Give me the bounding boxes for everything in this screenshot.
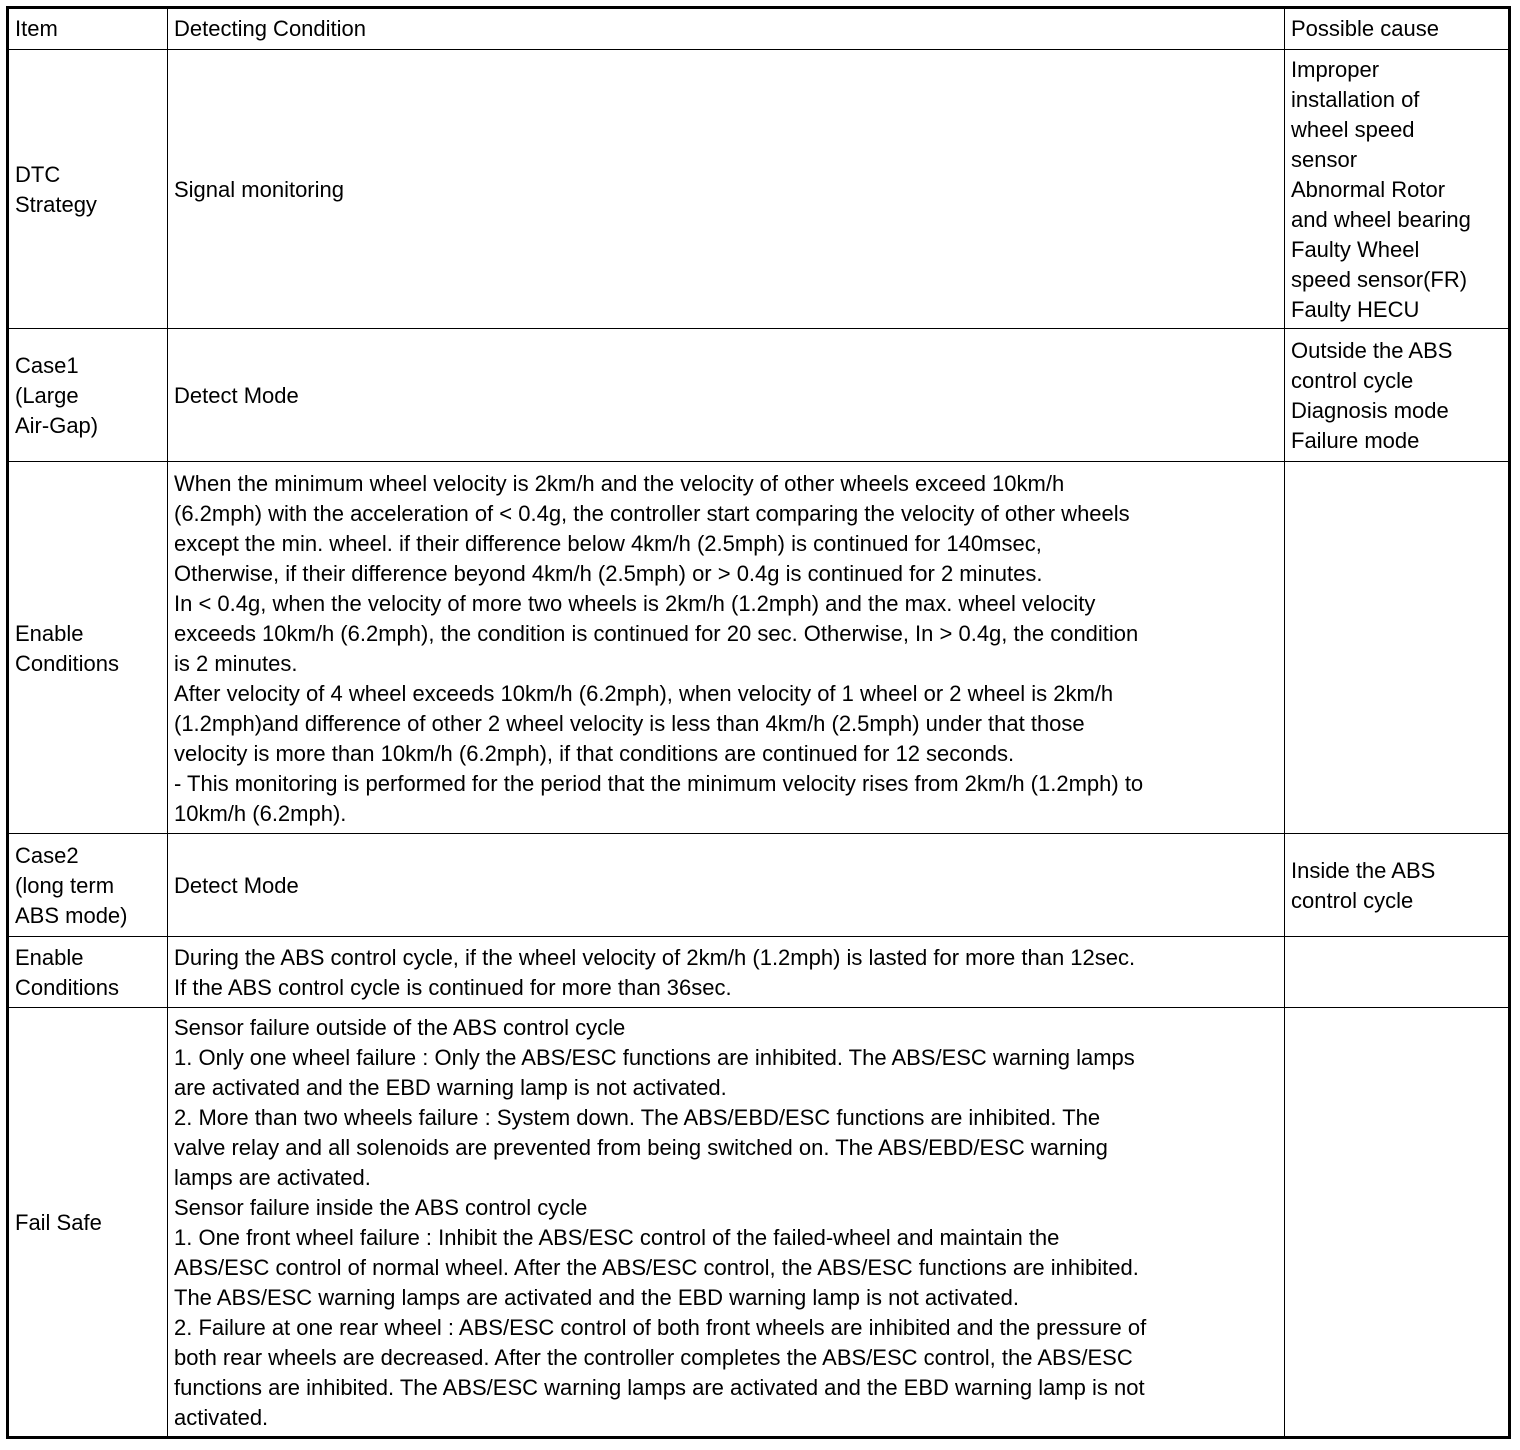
item-cell [8, 50, 168, 329]
item-line: Fail Safe [15, 1210, 102, 1235]
condition-line: is 2 minutes. [174, 650, 298, 676]
header-detecting-condition: Detecting Condition [168, 8, 1285, 50]
table-header-row [8, 8, 1510, 50]
item-line: Air-Gap) [15, 413, 99, 438]
condition-line: During the ABS control cycle, if the wheel velocity of 2km/h (1.2mph) is lasted for more than 12sec. [174, 945, 1136, 970]
cause-line: Outside the ABS [1291, 338, 1453, 363]
condition-line: Sensor failure outside of the ABS control cycle [174, 1015, 626, 1040]
cause-line: control cycle [1291, 368, 1414, 393]
item-cell [8, 937, 168, 1008]
condition-line: 2. Failure at one rear wheel : ABS/ESC control of both front wheels are inhibited and the pressure of [174, 1315, 1147, 1340]
condition-line: valve relay and all solenoids are prevented from being switched on. The ABS/EBD/ESC warning [174, 1135, 1108, 1160]
cause-line: control cycle [1291, 888, 1414, 913]
condition-line: except the min. wheel. if their difference below 4km/h (2.5mph) is continued for 140msec, [174, 530, 1042, 556]
condition-cell [168, 329, 1285, 462]
cause-line: Abnormal Rotor [1291, 177, 1446, 202]
condition-line: exceeds 10km/h (6.2mph), the condition is continued for 20 sec. Otherwise, In > 0.4g, the condition [174, 620, 1139, 646]
condition-line: lamps are activated. [174, 1165, 371, 1190]
cause-line: Diagnosis mode [1291, 398, 1449, 423]
condition-line: Detect Mode [174, 383, 299, 408]
cause-cell [1285, 329, 1510, 462]
condition-line: If the ABS control cycle is continued for more than 36sec. [174, 975, 732, 1000]
dtc-detection-table [6, 6, 1511, 1439]
cause-line: wheel speed [1291, 117, 1415, 142]
item-line: Conditions [15, 975, 119, 1000]
cause-line: Failure mode [1291, 428, 1420, 453]
table-row-case2 [8, 834, 1510, 937]
cause-cell [1285, 50, 1510, 329]
condition-cell [168, 462, 1285, 834]
condition-line: The ABS/ESC warning lamps are activated and the EBD warning lamp is not activated. [174, 1285, 1019, 1310]
cause-line: Faulty HECU [1291, 297, 1420, 322]
item-cell [8, 1008, 168, 1438]
table-row-fail-safe [8, 1008, 1510, 1438]
cause-cell [1285, 937, 1510, 1008]
condition-line: functions are inhibited. The ABS/ESC warning lamps are activated and the EBD warning lamp is not [174, 1375, 1145, 1400]
condition-line: 2. More than two wheels failure : System down. The ABS/EBD/ESC functions are inhibited. The [174, 1105, 1101, 1130]
item-line: Case2 [15, 843, 79, 868]
table-row-case1 [8, 329, 1510, 462]
cause-line: Inside the ABS [1291, 858, 1436, 883]
condition-line: When the minimum wheel velocity is 2km/h and the velocity of other wheels exceed 10km/h [174, 470, 1065, 496]
cause-line: Faulty Wheel [1291, 237, 1420, 262]
item-cell [8, 834, 168, 937]
cause-line: installation of [1291, 87, 1420, 112]
item-line: (long term [15, 873, 115, 898]
item-line: Case1 [15, 353, 79, 378]
condition-line: 1. Only one wheel failure : Only the ABS/ESC functions are inhibited. The ABS/ESC warning lamps [174, 1045, 1135, 1070]
item-line: Conditions [15, 650, 119, 676]
table-row-dtc-strategy [8, 50, 1510, 329]
condition-cell [168, 834, 1285, 937]
item-line: (Large [15, 383, 79, 408]
item-cell [8, 329, 168, 462]
condition-line: activated. [174, 1405, 269, 1430]
condition-cell [168, 1008, 1285, 1438]
item-line: ABS mode) [15, 903, 128, 928]
condition-cell [168, 50, 1285, 329]
item-cell [8, 462, 168, 834]
header-item: Item [8, 8, 168, 50]
cause-line: and wheel bearing [1291, 207, 1471, 232]
item-line: Strategy [15, 192, 97, 217]
condition-line: In < 0.4g, when the velocity of more two wheels is 2km/h (1.2mph) and the max. wheel velocity [174, 590, 1096, 616]
condition-line: Detect Mode [174, 873, 299, 898]
condition-line: 1. One front wheel failure : Inhibit the ABS/ESC control of the failed-wheel and maintain the [174, 1225, 1060, 1250]
condition-line: Signal monitoring [174, 177, 344, 202]
cause-cell [1285, 834, 1510, 937]
condition-line: ABS/ESC control of normal wheel. After the ABS/ESC control, the ABS/ESC functions are inhibited. [174, 1255, 1139, 1280]
item-line: DTC [15, 162, 61, 187]
condition-line: (6.2mph) with the acceleration of < 0.4g, the controller start comparing the velocity of other wheels [174, 500, 1130, 526]
condition-line: Otherwise, if their difference beyond 4km/h (2.5mph) or > 0.4g is continued for 2 minutes. [174, 560, 1043, 586]
item-line: Enable [15, 620, 84, 646]
cause-line: speed sensor(FR) [1291, 267, 1468, 292]
header-possible-cause: Possible cause [1285, 8, 1510, 50]
condition-line: - This monitoring is performed for the period that the minimum velocity rises from 2km/h (1.2mph) to [174, 770, 1144, 796]
condition-line: velocity is more than 10km/h (6.2mph), if that conditions are continued for 12 seconds. [174, 740, 1015, 766]
condition-line: Sensor failure inside the ABS control cycle [174, 1195, 588, 1220]
table-row-enable-conditions-case2 [8, 937, 1510, 1008]
cause-line: Improper [1291, 57, 1380, 82]
table-row-enable-conditions-case1 [8, 462, 1510, 834]
cause-line: sensor [1291, 147, 1358, 172]
cause-cell [1285, 462, 1510, 834]
condition-line: After velocity of 4 wheel exceeds 10km/h (6.2mph), when velocity of 1 wheel or 2 wheel is 2km/h [174, 680, 1114, 706]
condition-line: 10km/h (6.2mph). [174, 800, 347, 826]
condition-cell [168, 937, 1285, 1008]
condition-line: (1.2mph)and difference of other 2 wheel velocity is less than 4km/h (2.5mph) under that those [174, 710, 1085, 736]
cause-cell [1285, 1008, 1510, 1438]
condition-line: are activated and the EBD warning lamp is not activated. [174, 1075, 727, 1100]
condition-line: both rear wheels are decreased. After the controller completes the ABS/ESC control, the ABS/ESC [174, 1345, 1133, 1370]
item-line: Enable [15, 945, 84, 970]
